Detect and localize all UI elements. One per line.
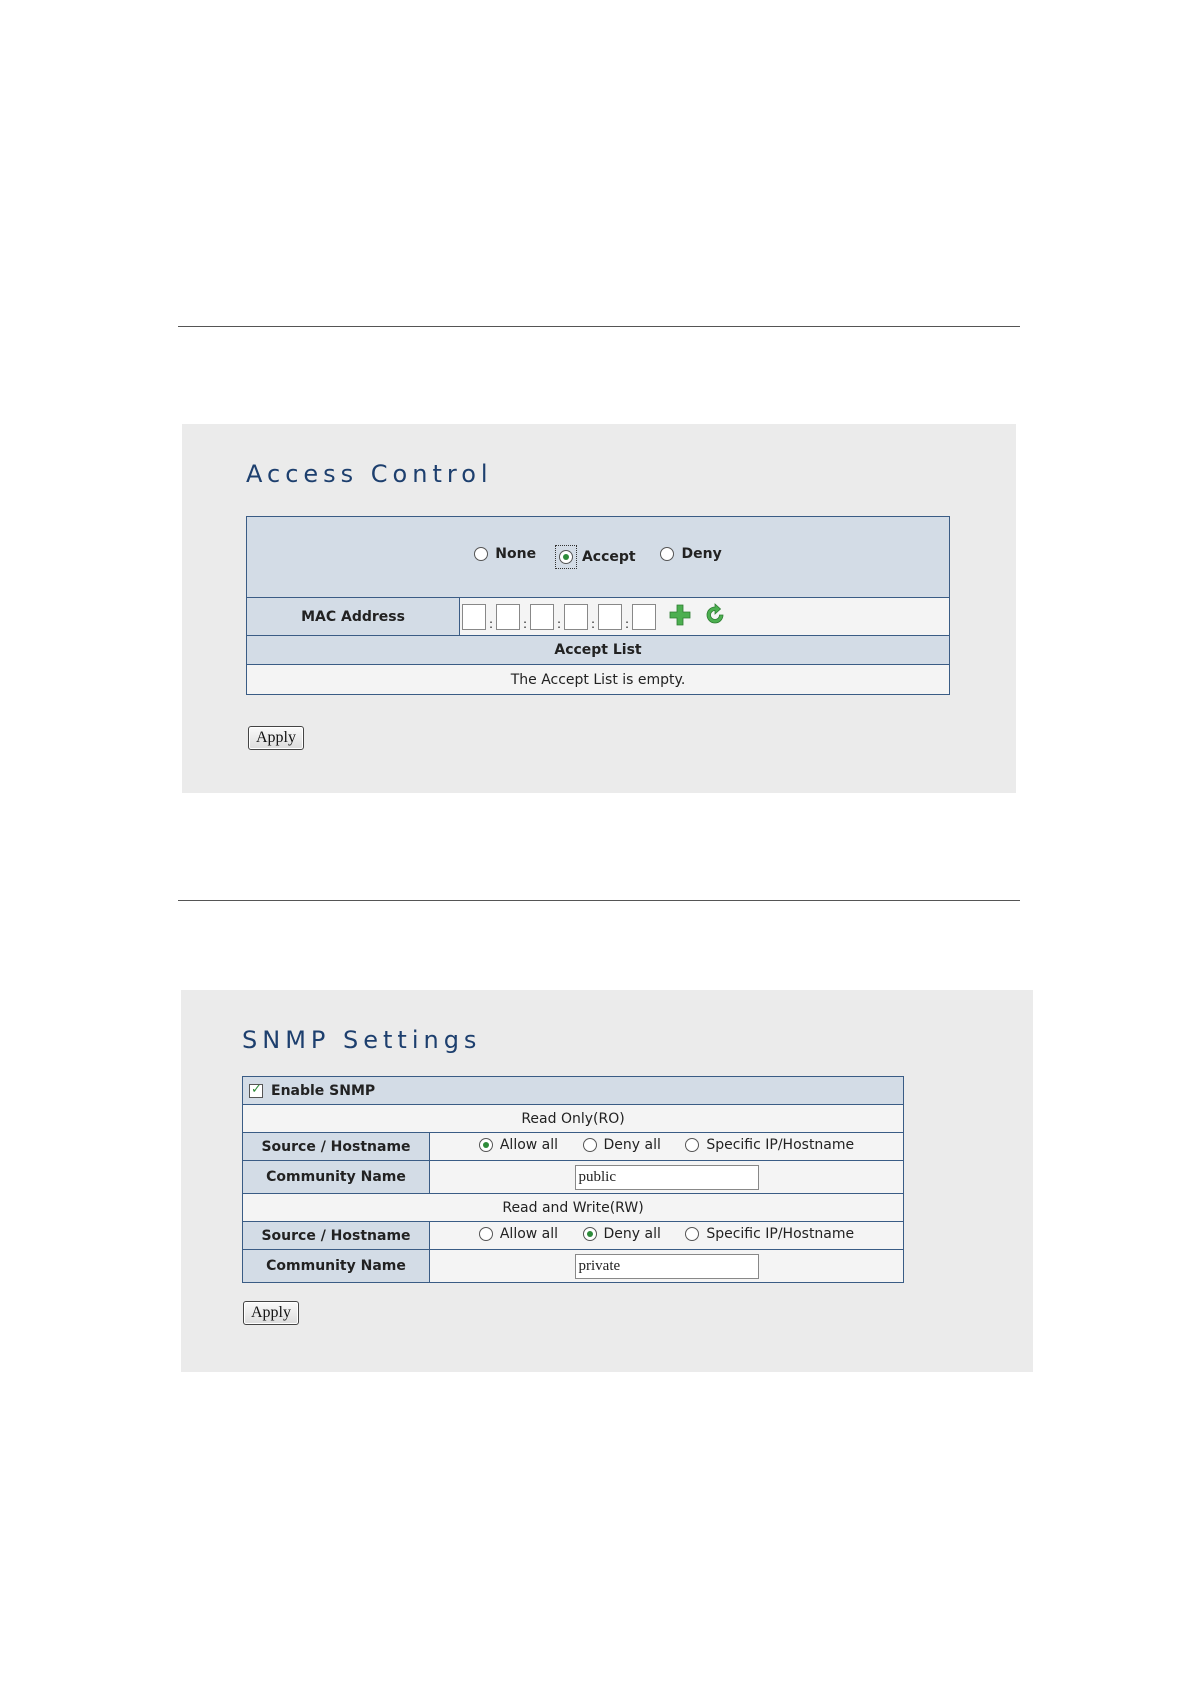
rw-specific-label: Specific IP/Hostname bbox=[706, 1226, 855, 1242]
ro-allow-all-option[interactable] bbox=[479, 1137, 558, 1153]
mac-octet-3-input[interactable] bbox=[530, 604, 554, 630]
rw-allow-all-radio[interactable] bbox=[479, 1227, 493, 1241]
rw-deny-all-label: Deny all bbox=[603, 1226, 661, 1242]
radio-accept-focus bbox=[555, 545, 577, 569]
radio-none[interactable] bbox=[474, 547, 488, 561]
radio-none-label: None bbox=[495, 546, 537, 562]
mac-separator: : bbox=[556, 616, 562, 631]
ro-section-header: Read Only(RO) bbox=[243, 1105, 904, 1133]
radio-accept-label: Accept bbox=[581, 549, 636, 565]
rw-community-cell bbox=[430, 1250, 904, 1283]
ro-specific-label: Specific IP/Hostname bbox=[706, 1137, 855, 1153]
radio-none-option[interactable] bbox=[474, 546, 536, 562]
radio-accept[interactable] bbox=[559, 550, 573, 564]
mac-address-label: MAC Address bbox=[247, 598, 460, 636]
rw-community-input[interactable]: private bbox=[575, 1254, 759, 1279]
mac-address-inputs bbox=[460, 598, 950, 636]
rw-deny-all-option[interactable] bbox=[583, 1226, 661, 1242]
rw-allow-all-option[interactable] bbox=[479, 1226, 558, 1242]
snmp-settings-table bbox=[242, 1076, 904, 1283]
ro-deny-all-label: Deny all bbox=[603, 1137, 661, 1153]
rw-deny-all-radio[interactable] bbox=[583, 1227, 597, 1241]
rw-specific-option[interactable] bbox=[685, 1226, 854, 1242]
enable-snmp-row bbox=[243, 1077, 904, 1105]
radio-deny[interactable] bbox=[660, 547, 674, 561]
ro-community-cell bbox=[430, 1161, 904, 1194]
snmp-apply-button[interactable]: Apply bbox=[243, 1301, 299, 1325]
mac-octet-5-input[interactable] bbox=[598, 604, 622, 630]
ro-source-options bbox=[430, 1133, 904, 1161]
radio-accept-option[interactable] bbox=[555, 545, 636, 569]
ro-source-label: Source / Hostname bbox=[243, 1133, 430, 1161]
mac-separator: : bbox=[488, 616, 494, 631]
ro-deny-all-option[interactable] bbox=[583, 1137, 661, 1153]
mac-separator: : bbox=[522, 616, 528, 631]
plus-icon[interactable] bbox=[668, 603, 692, 631]
access-control-table bbox=[246, 516, 950, 695]
mac-octet-4-input[interactable] bbox=[564, 604, 588, 630]
radio-deny-label: Deny bbox=[681, 546, 722, 562]
rw-section-header: Read and Write(RW) bbox=[243, 1194, 904, 1222]
ro-deny-all-radio[interactable] bbox=[583, 1138, 597, 1152]
accept-list-header: Accept List bbox=[247, 636, 950, 665]
ro-community-label: Community Name bbox=[243, 1161, 430, 1194]
divider-top bbox=[178, 326, 1020, 327]
rw-allow-all-label: Allow all bbox=[499, 1226, 559, 1242]
ro-allow-all-radio[interactable] bbox=[479, 1138, 493, 1152]
refresh-icon[interactable] bbox=[703, 603, 727, 631]
rw-community-label: Community Name bbox=[243, 1250, 430, 1283]
access-control-panel bbox=[182, 424, 1016, 793]
accept-list-empty-message: The Accept List is empty. bbox=[247, 665, 950, 695]
ro-community-input[interactable]: public bbox=[575, 1165, 759, 1190]
rw-specific-radio[interactable] bbox=[685, 1227, 699, 1241]
rw-source-options bbox=[430, 1222, 904, 1250]
radio-deny-option[interactable] bbox=[660, 546, 721, 562]
snmp-settings-panel bbox=[181, 990, 1033, 1372]
ro-specific-radio[interactable] bbox=[685, 1138, 699, 1152]
ro-allow-all-label: Allow all bbox=[499, 1137, 559, 1153]
enable-snmp-checkbox[interactable] bbox=[249, 1084, 263, 1098]
access-control-apply-button[interactable]: Apply bbox=[248, 726, 304, 750]
mac-octet-6-input[interactable] bbox=[632, 604, 656, 630]
divider-bottom bbox=[178, 900, 1020, 901]
access-control-title: Access Control bbox=[246, 460, 493, 488]
mac-separator: : bbox=[624, 616, 630, 631]
mac-octet-1-input[interactable] bbox=[462, 604, 486, 630]
access-mode-row bbox=[247, 517, 950, 598]
rw-source-label: Source / Hostname bbox=[243, 1222, 430, 1250]
ro-specific-option[interactable] bbox=[685, 1137, 854, 1153]
snmp-settings-title: SNMP Settings bbox=[242, 1026, 482, 1054]
mac-separator: : bbox=[590, 616, 596, 631]
enable-snmp-label: Enable SNMP bbox=[271, 1082, 376, 1099]
mac-octet-2-input[interactable] bbox=[496, 604, 520, 630]
